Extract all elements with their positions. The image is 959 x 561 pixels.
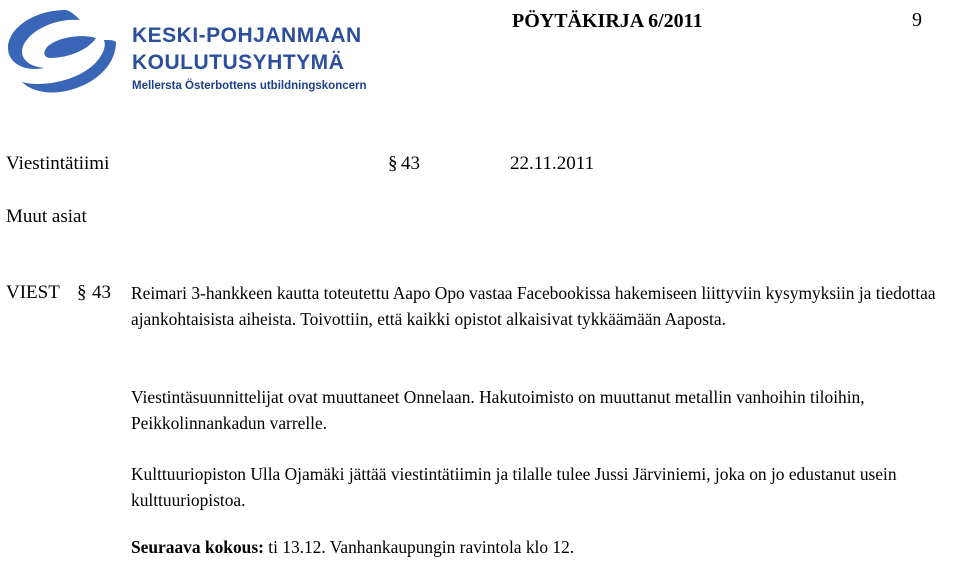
paragraph: Kulttuuriopiston Ulla Ojamäki jättää viestintätiimin ja tilalle tulee Jussi Järviniemi, joka on jo edustanut usein kulttuuriopistoa. (131, 464, 897, 510)
item-number: 43 (92, 282, 111, 303)
section-symbol: § (388, 153, 398, 174)
paragraph: Viestintäsuunnittelijat ovat muuttaneet Onnelaan. Hakutoimisto on muuttanut metallin vanhoihin tiloihin, Peikkolinnankadun varrelle. (131, 387, 865, 433)
paragraph: Reimari 3-hankkeen kautta toteutettu Aapo Opo vastaa Facebookissa hakemiseen liittyviin kysymyksiin ja tiedottaa ajankohtaisista aiheista. Toivottiin, että kaikki opistot alkaisivat tykkäämään Aaposta. (131, 283, 936, 329)
next-meeting (131, 537, 574, 558)
organization-subtitle: Mellersta Österbottens utbildningskoncern (132, 80, 367, 92)
meeting-body: Viestintätiimi (6, 153, 110, 174)
section-number: 43 (401, 153, 420, 174)
logo-swoosh-center (44, 36, 96, 58)
item-label: VIEST (6, 282, 60, 303)
organization-logo-icon (4, 6, 124, 96)
organization-name: KESKI-POHJANMAAN (132, 24, 362, 47)
organization-name-line2: KOULUTUSYHTYMÄ (132, 51, 345, 74)
section-heading: Muut asiat (6, 206, 87, 227)
next-meeting-text: ti 13.12. Vanhankaupungin ravintola klo 12. (263, 537, 575, 557)
page-number: 9 (912, 9, 922, 31)
item-section-symbol: § (77, 282, 87, 303)
meeting-date: 22.11.2011 (510, 153, 595, 174)
next-meeting-label: Seuraava kokous: (131, 537, 264, 557)
document-title: PÖYTÄKIRJA 6/2011 (512, 10, 703, 32)
